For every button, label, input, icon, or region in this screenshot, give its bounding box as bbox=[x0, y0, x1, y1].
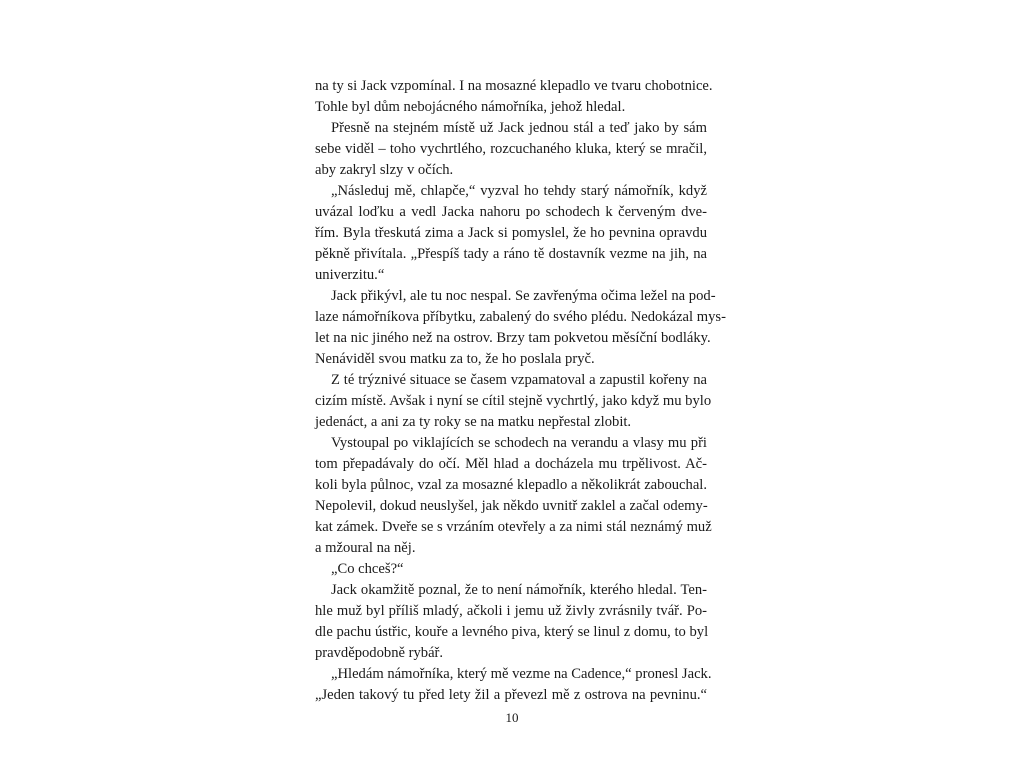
text-line: Nenáviděl svou matku za to, že ho poslala pryč. bbox=[315, 351, 595, 367]
text-line: a mžoural na něj. bbox=[315, 540, 416, 556]
text-line: jedenáct, a ani za ty roky se na matku nepřestal zlobit. bbox=[315, 414, 632, 430]
text-line: Přesně na stejném místě už Jack jednou stál a teď jako by sám bbox=[331, 120, 707, 136]
text-line: „Hledám námořníka, který mě vezme na Cadence,“ pronesl Jack. bbox=[331, 666, 712, 682]
text-line: Jack přikývl, ale tu noc nespal. Se zavřenýma očima ležel na pod- bbox=[331, 288, 716, 304]
text-line: univerzitu.“ bbox=[315, 267, 385, 283]
text-line: uvázal loďku a vedl Jacka nahoru po schodech k červeným dve- bbox=[315, 204, 707, 220]
text-line: laze námořníkova příbytku, zabalený do svého plédu. Nedokázal mys- bbox=[315, 309, 726, 325]
text-line: řím. Byla třeskutá zima a Jack si pomyslel, že ho pevnina opravdu bbox=[315, 225, 707, 241]
text-line: Vystoupal po viklajících se schodech na verandu a vlasy mu při bbox=[331, 435, 707, 451]
page-number: 10 bbox=[505, 710, 519, 725]
text-line: sebe viděl – toho vychrtlého, rozcuchaného kluka, který se mračil, bbox=[315, 141, 707, 157]
text-line: tom přepadávaly do očí. Měl hlad a docházela mu trpělivost. Ač- bbox=[315, 456, 707, 472]
text-line: pravděpodobně rybář. bbox=[315, 645, 444, 661]
text-line: hle muž byl příliš mladý, ačkoli i jemu už živly zvrásnily tvář. Po- bbox=[315, 603, 707, 619]
text-line: na ty si Jack vzpomínal. I na mosazné klepadlo ve tvaru chobotnice. bbox=[315, 78, 713, 94]
text-line: „Následuj mě, chlapče,“ vyzval ho tehdy starý námořník, když bbox=[331, 183, 707, 199]
text-line: aby zakryl slzy v očích. bbox=[315, 162, 454, 178]
text-line: koli byla půlnoc, vzal za mosazné klepadlo a několikrát zabouchal. bbox=[315, 477, 707, 493]
text-line: Z té trýznivé situace se časem vzpamatoval a zapustil kořeny na bbox=[331, 372, 707, 388]
text-line: cizím místě. Avšak i nyní se cítil stejně vychrtlý, jako když mu bylo bbox=[315, 393, 712, 409]
text-line: „Jeden takový tu před lety žil a převezl mě z ostrova na pevninu.“ bbox=[315, 687, 707, 703]
text-line: „Co chceš?“ bbox=[331, 561, 404, 577]
text-line: Jack okamžitě poznal, že to není námořník, kterého hledal. Ten- bbox=[331, 582, 707, 598]
text-line: let na nic jiného než na ostrov. Brzy tam pokvetou měsíční bodláky. bbox=[315, 330, 711, 346]
text-line: dle pachu ústřic, kouře a levného piva, který se linul z domu, to byl bbox=[315, 624, 709, 640]
text-line: Nepolevil, dokud neuslyšel, jak někdo uvnitř zaklel a začal odemy- bbox=[315, 498, 708, 514]
text-line: pěkně přivítala. „Přespíš tady a ráno tě dostavník vezme na jih, na bbox=[315, 246, 707, 262]
text-line: kat zámek. Dveře se s vrzáním otevřely a za nimi stál neznámý muž bbox=[315, 519, 712, 535]
text-line: Tohle byl dům nebojácného námořníka, jehož hledal. bbox=[315, 99, 626, 115]
